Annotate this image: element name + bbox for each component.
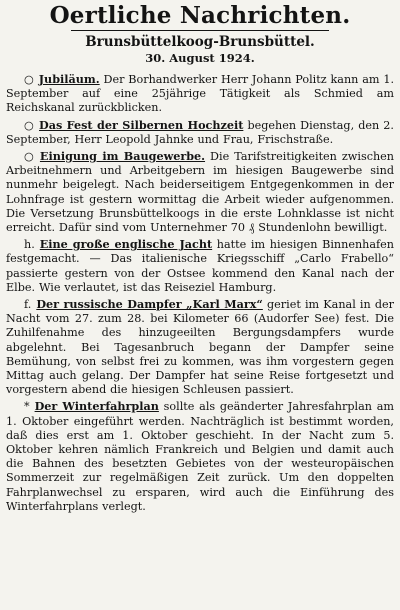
article-marker: f. bbox=[24, 298, 32, 312]
article-winter-timetable bbox=[6, 399, 394, 514]
article-marker: h. bbox=[24, 238, 35, 252]
article-silver-wedding bbox=[6, 118, 394, 147]
article-body: geriet im Kanal in der Nacht vom 27. zum 28. bei Kilometer 66 (Audorfer See) fest. Die Zuhilfenahme des hinzugeeilten Bergungsdampfers wurde abgelehnt. Bei Tagesanbruch begann der Dampfer seine Bemühung, von selbst frei zu kommen, was ihm vorgestern gegen Mittag auch gelang. Der Dampfer hat seine Reise fortgesetzt und vorgestern abend die hiesigen Schleusen passiert. bbox=[6, 298, 394, 397]
article-body: hatte im hiesigen Binnenhafen festgemacht. — Das italienische Kriegsschiff „Carlo Frabello“ passierte gestern von der Ostsee kommend den Kanal nach der Elbe. Wie verlautet, ist das Reiseziel Hamburg. bbox=[6, 238, 394, 294]
article-lead: Eine große englische Jacht bbox=[39, 237, 213, 252]
article-marker: ○ bbox=[24, 150, 35, 164]
article-construction-agreement bbox=[6, 149, 394, 235]
article-body: begehen Dienstag, den 2. September, Herr Leopold Jahnke und Frau, Frischstraße. bbox=[6, 118, 394, 146]
article-body: Der Borhandwerker Herr Johann Politz kann am 1. September auf eine 25jährige Tätigkeit als Schmied am Reichskanal zurückblicken. bbox=[6, 73, 395, 115]
article-lead: Der russische Dampfer „Karl Marx“ bbox=[36, 297, 263, 312]
article-lead: Der Winterfahrplan bbox=[34, 399, 159, 414]
section-title: Oertliche Nachrichten. bbox=[49, 2, 351, 29]
article-body: Die Tarifstreitigkeiten zwischen Arbeitnehmern und Arbeitgebern im hiesigen Baugewerbe sind nunmehr beigelegt. Nach beiderseitigem Entgegenkommen in der Lohnfrage ist gestern wormittag die Arbeit wieder aufgenommen. Die Versetzung Brunsbüttelkoogs in die erste Lohnklasse ist nicht erreicht. Dafür sind vom Unternehmer 70 ₰ Stundenlohn bewilligt. bbox=[6, 150, 394, 235]
article-lead: Das Fest der Silbernen Hochzeit bbox=[39, 117, 244, 132]
article-list bbox=[6, 72, 394, 514]
article-marker: ○ bbox=[24, 118, 34, 132]
article-marker: * bbox=[24, 400, 30, 414]
title-underline bbox=[71, 30, 329, 31]
article-body: sollte als geänderter Jahresfahrplan am 1. Oktober eingeführt werden. Nachträglich ist bestimmt worden, daß dies erst am 1. Oktober geschieht. In der Nacht zum 5. Oktober kehren nämlich Frankreich und Belgien und damit auch die Bahnen des besetzten Gebietes von der westeuropäischen Sommerzeit zur regelmäßigen Zeit zurück. Um den doppelten Fahrplanwechsel zu ersparen, wird auch die Einführung des Winterfahrplans verlegt. bbox=[6, 400, 394, 513]
article-russian-steamer bbox=[6, 297, 394, 397]
article-lead: Einigung im Baugewerbe. bbox=[39, 149, 206, 164]
date-heading: 30. August 1924. bbox=[145, 51, 255, 65]
article-jubilee bbox=[6, 72, 394, 116]
article-marker: ○ bbox=[24, 73, 34, 86]
article-english-yacht bbox=[6, 237, 394, 295]
article-lead: Jubiläum. bbox=[38, 72, 100, 86]
place-heading: Brunsbüttelkoog-Brunsbüttel. bbox=[85, 34, 315, 50]
